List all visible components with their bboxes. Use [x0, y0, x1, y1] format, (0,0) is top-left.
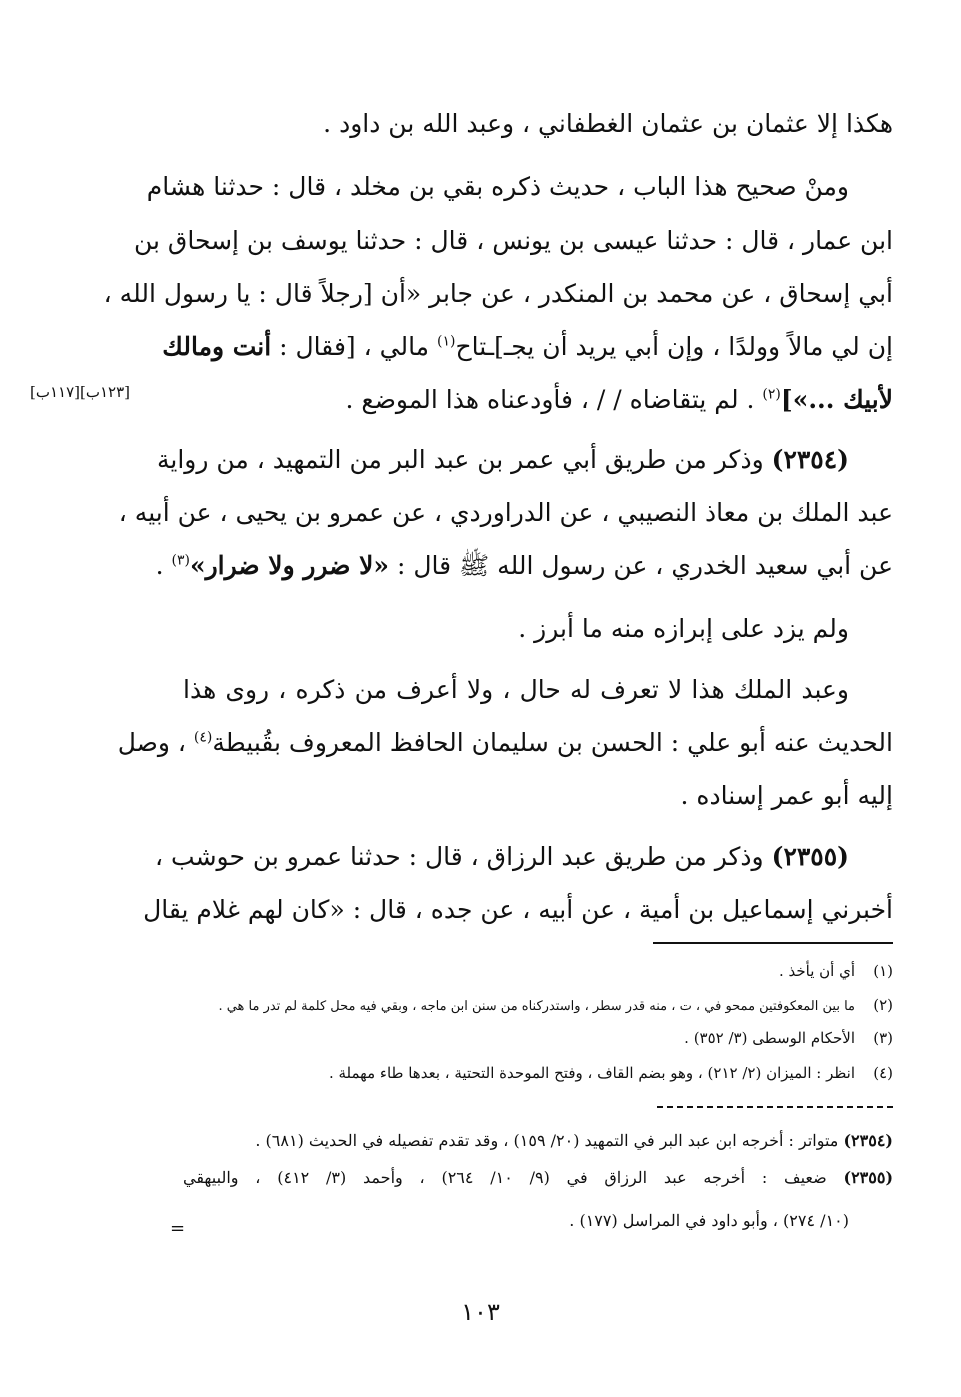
text-line: أبي إسحاق ، عن محمد بن المنكدر ، عن جابر «أن [رجلاً قال : يا رسول الله ، [103, 279, 893, 308]
takhrij-note: (٢٣٥٥) ضعيف : أخرجه عبد الرزاق في (٩/ ١٠/ ٢٦٤) ، وأحمد (٣/ ٤١٢) ، والبيهقي [183, 1168, 894, 1187]
hadith-2354-start: (٢٣٥٤) وذكر من طريق أبي عمر بن عبد البر من التمهيد ، من رواية [156, 445, 849, 474]
page-number: ١٠٣ [461, 1298, 500, 1326]
text-line: ومنْ صحيح هذا الباب ، حديث ذكره بقي بن مخلد ، قال : حدثنا هشام [146, 172, 849, 201]
text-line: الحديث عنه أبو علي : الحسن بن سليمان الحافظ المعروف بقُبيطة$^{(٤)}$ ، وصل [117, 728, 893, 757]
hadith-2355-start: (٢٣٥٥) وذكر من طريق عبد الرزاق ، قال : حدثنا عمرو بن حوشب ، [155, 842, 849, 871]
footnote-ref: (٢) [762, 386, 781, 403]
hadith-number: (٢٣٥٥) [771, 842, 849, 871]
footnote-ref: (١) [437, 333, 456, 350]
takhrij-note: (١٠/ ٢٧٤) ، وأبو داود في المراسل (١٧٧) . [569, 1211, 849, 1230]
text-line: هكذا إلا عثمان بن عثمان الغطفاني ، وعبد الله بن داود . [323, 109, 893, 138]
text-line: ابن عمار ، قال : حدثنا عيسى بن يونس ، قال : حدثنا يوسف بن إسحاق بن [134, 226, 893, 255]
continuation-mark: = [170, 1218, 186, 1239]
footnote-ref: (٤) [193, 729, 213, 746]
text-line: عبد الملك بن معاذ النصيبي ، عن الدراوردي ، عن عمرو بن يحيى ، عن أبيه ، [118, 498, 893, 527]
text-line: أخبرني إسماعيل بن أمية ، عن أبيه ، عن جده ، قال : «كان لهم غلام يقال [143, 895, 893, 924]
takhrij-separator [657, 1106, 893, 1108]
margin-manuscript-reference: [١٢٣ب][١١٧ب] [30, 383, 131, 401]
text-line: وعبد الملك هذا لا تعرف له حال ، ولا أعرف من ذكره ، روى هذا [183, 675, 849, 704]
footnote: (٤)انظر : الميزان (٢/ ٢١٢) ، وهو بضم القاف ، وفتح الموحدة التحتية ، بعدها طاء مهملة . [328, 1064, 893, 1082]
footnote-separator [653, 942, 893, 944]
footnote: (٢)ما بين المعكوفتين ممحو في ، ت ، منه قدر سطر ، واستدركناه من سنن ابن ماجه ، وبقي فيه محل كلمة لم تدر ما هي . [218, 996, 893, 1014]
text-line: ولم يزد على إبرازه منه ما أبرز . [518, 614, 849, 643]
takhrij-note: (٢٣٥٤) متواتر : أخرجه ابن عبد البر في التمهيد (٢٠/ ١٥٩) ، وقد تقدم تفصيله في الحديث (٦٨١) . [255, 1131, 893, 1150]
footnote-ref: (٣) [171, 552, 190, 569]
text-line: لأبيك ...»]$^{(٢)}$ . لم يتقاضاه / / ، فأودعناه هذا الموضع . [345, 385, 893, 414]
footnote: (١)أي أن يأخذ . [778, 962, 893, 980]
text-line: إليه أبو عمر إسناده . [680, 781, 893, 810]
text-line: إن لي مالاً وولدًا ، وإن أبي يريد أن يجـ]ـتاح$^{(١)}$ مالي ، [فقال : أنت ومالك [162, 332, 893, 361]
text-line: عن أبي سعيد الخدري ، عن رسول الله ﷺ قال : «لا ضرر ولا ضرار»$^{(٣)}$ . [155, 551, 893, 580]
footnote: (٣)الأحكام الوسطى (٣/ ٣٥٢) . [684, 1029, 893, 1047]
hadith-number: (٢٣٥٤) [771, 445, 849, 474]
